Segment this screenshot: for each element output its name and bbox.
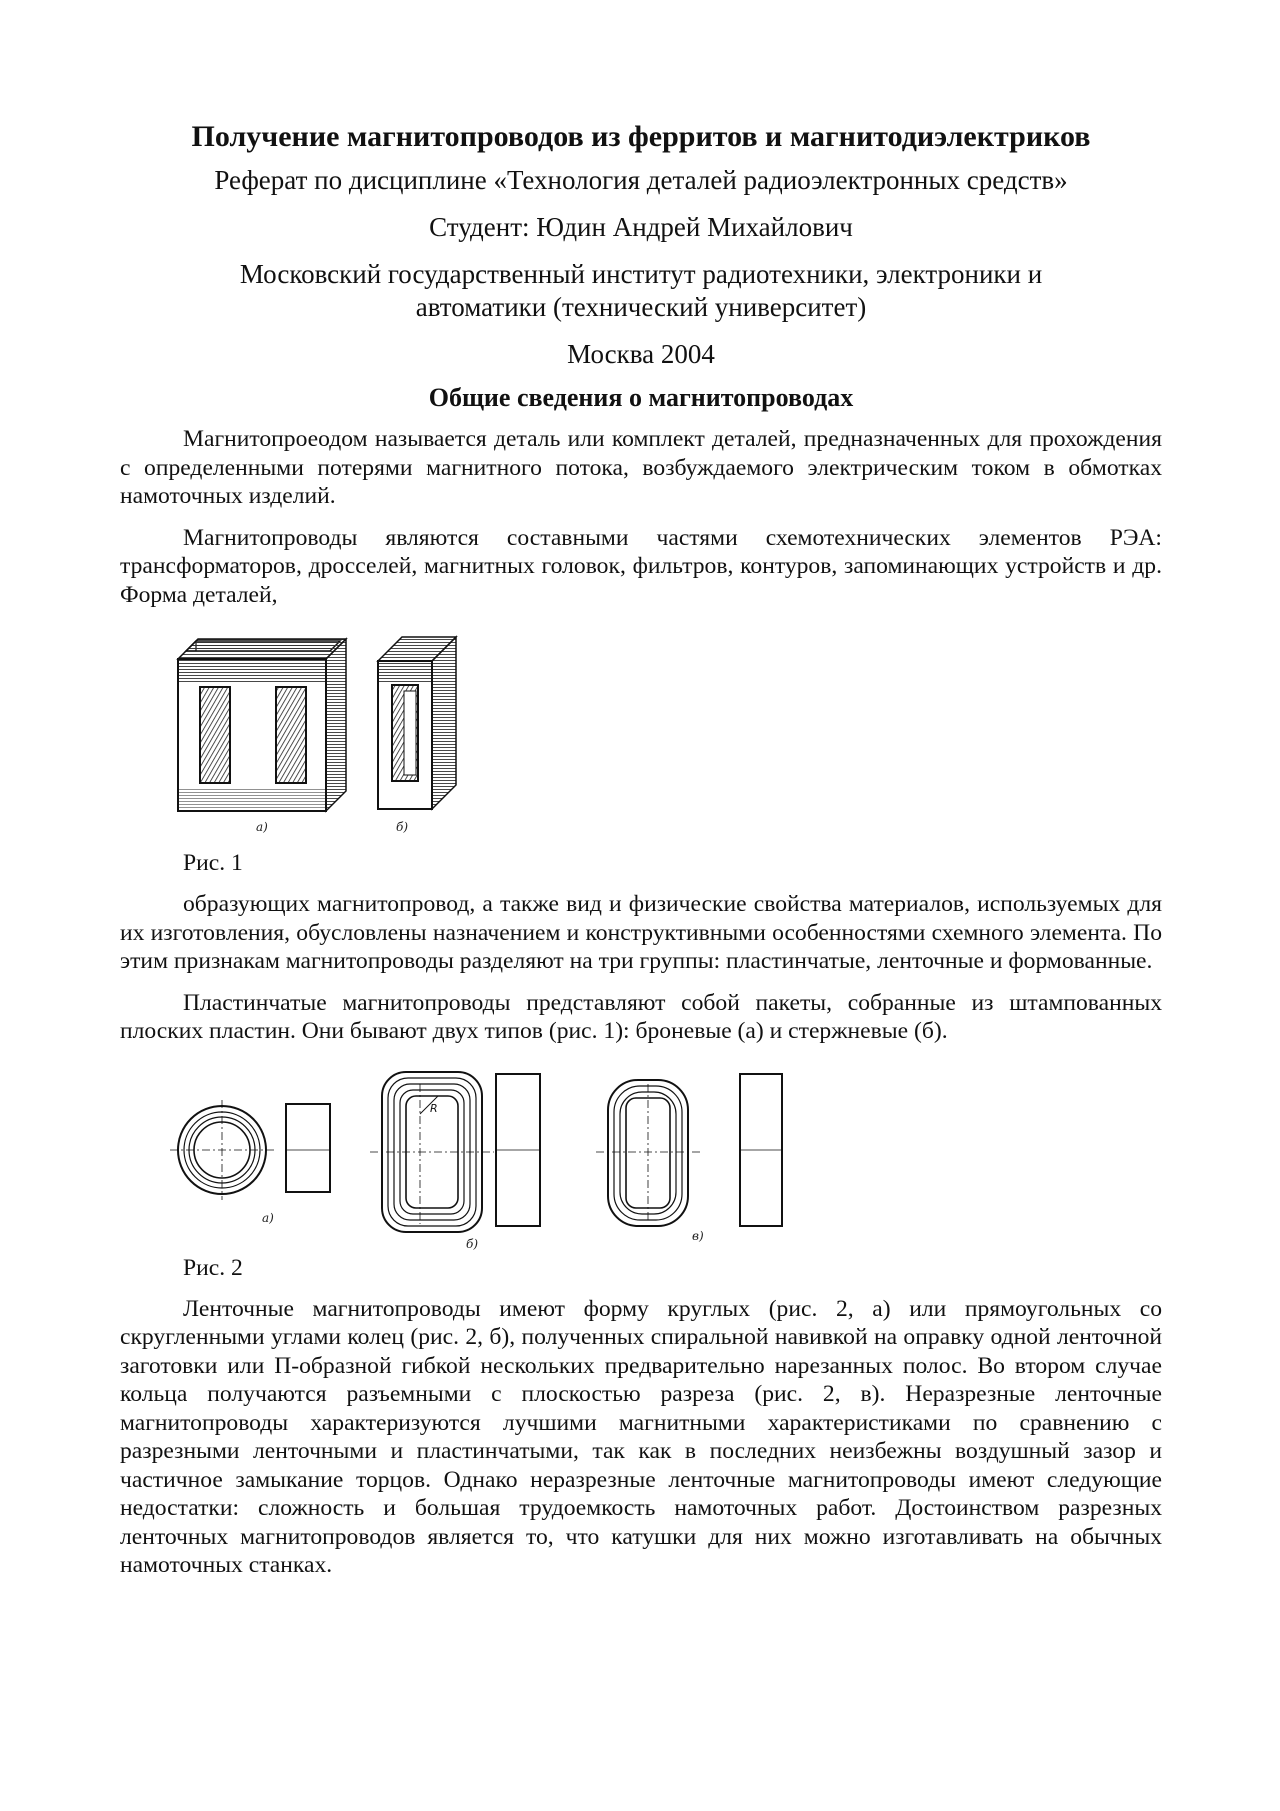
radius-label: R <box>430 1101 438 1115</box>
core-type-drawing <box>378 637 456 809</box>
figure-2-drawing <box>120 1054 840 1254</box>
figure-1-label-b: б) <box>396 820 409 834</box>
paragraph-3: образующих магнитопровод, а также вид и физические свойства материалов, используемых для их изготовления, обусловлены назначением и конструктивными особенностями схемного элемента. По этим признакам магнитопроводы разделяют на три группы: пластинчатые, ленточные и формованные. <box>120 891 1162 974</box>
student-name: Студент: Юдин Андрей Михайлович <box>429 212 853 242</box>
document-title: Получение магнитопроводов из ферритов и магнитодиэлектриков <box>191 120 1091 153</box>
rectangular-tape-core-drawing <box>370 1072 540 1232</box>
paragraph-5: Ленточные магнитопроводы имеют форму круглых (рис. 2, а) или прямоугольных со скругленными углами колец (рис. 2, б), полученных спиральной навивкой на оправку одной ленточной заготовки или П-образной гибкой нескольких предварительно нарезанных полос. Во втором случае кольца получаются разъемными с плоскостью разреза (рис. 2, в). Неразрезные ленточные магнитопроводы характеризуются лучшими магнитными характеристиками по сравнению с разрезными ленточными и пластинчатыми, так как в последних неизбежны воздушный зазор и частичное замыкание торцов. Однако неразрезные ленточные магнитопроводы имеют следующие недостатки: сложность и большая трудоемкость намоточных работ. Достоинством разрезных ленточных магнитопроводов является то, что катушки для них можно изготавливать на обычных намоточных станках. <box>120 1295 1162 1578</box>
figure-1-caption: Рис. 1 <box>183 850 243 876</box>
document-subtitle: Реферат по дисциплине «Технология деталей радиоэлектронных средств» <box>214 165 1068 195</box>
paragraph-2: Магнитопроводы являются составными частями схемотехнических элементов РЭА: трансформаторов, дросселей, магнитных головок, фильтров, контуров, запоминающих устройств и др. Форма деталей, <box>120 524 1162 608</box>
institution-line-1: Московский государственный институт радиотехники, электроники и <box>239 259 1043 289</box>
paragraph-1: Магнитопроеодом называется деталь или комплект деталей, предназначенных для прохождения с определенными потерями магнитного потока, возбуждаемого электрическим током в обмотках намоточных изделий. <box>120 426 1162 509</box>
institution-line-2: автоматики (технический университет) <box>415 292 867 322</box>
figure-2-label-a: a) <box>262 1210 274 1225</box>
section-heading: Общие сведения о магнитопроводах <box>428 383 854 412</box>
shell-core-drawing <box>178 639 346 811</box>
institution <box>120 258 1162 324</box>
figure-2 <box>120 1054 1162 1254</box>
figure-1 <box>120 617 1162 849</box>
document-page <box>120 118 1162 1593</box>
figure-1-drawing <box>120 617 540 849</box>
figure-2-caption: Рис. 2 <box>183 1254 243 1281</box>
paragraph-4: Пластинчатые магнитопроводы представляют собой пакеты, собранные из штампованных плоских пластин. Они бывают двух типов (рис. 1): броневые (а) и стержневые (б). <box>120 989 1162 1044</box>
figure-2-label-c: в) <box>692 1228 704 1243</box>
cut-tape-core-drawing <box>596 1074 782 1226</box>
figure-2-label-b: б) <box>466 1236 479 1251</box>
round-tape-core-drawing <box>170 1100 330 1200</box>
figure-1-label-a: a) <box>256 820 268 834</box>
city-year: Москва 2004 <box>567 339 715 369</box>
